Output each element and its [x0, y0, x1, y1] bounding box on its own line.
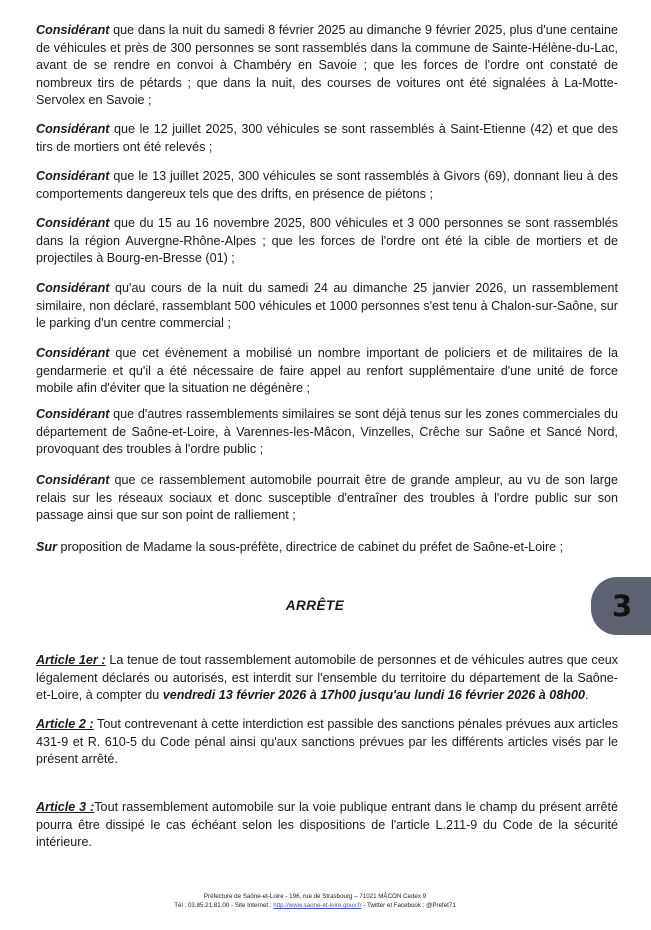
- sur-proposition-paragraph: [36, 539, 618, 557]
- article-text: Tout rassemblement automobile sur la voie publique entrant dans le champ du présent arrêté pourra être dissipé le cas échéant selon les dispositions de l'article L.211-9 du Code de la sécurité intérieure.: [36, 800, 618, 849]
- keyword: Considérant: [36, 473, 110, 487]
- arrete-title: ARRÊTE: [285, 598, 345, 613]
- considerant-paragraph-2: [36, 121, 618, 156]
- page-number-tab: [591, 577, 651, 635]
- keyword: Considérant: [36, 216, 110, 230]
- paragraph-text: que le 12 juillet 2025, 300 véhicules se sont rassemblés à Saint-Etienne (42) et que des tirs de mortiers ont été relevés ;: [36, 122, 618, 154]
- keyword: Considérant: [36, 346, 110, 360]
- footer-contact: [0, 901, 630, 910]
- paragraph-text: qu'au cours de la nuit du samedi 24 au dimanche 25 janvier 2026, un rassemblement similaire, non déclaré, rassemblant 500 véhicules et 1000 personnes s'est tenu à Chalon-sur-Saône, sur le parking d'un centre commercial ;: [36, 281, 618, 330]
- paragraph-text: que d'autres rassemblements similaires se sont déjà tenus sur les zones commerciales du département de Saône-et-Loire, à Varennes-les-Mâcon, Vinzelles, Crêche sur Saône et Sancé Nord, provoquant des troubles à l'ordre public ;: [36, 407, 618, 456]
- article-text: Tout contrevenant à cette interdiction est passible des sanctions pénales prévues aux articles 431-9 et R. 610-5 du Code pénal ainsi qu'aux sanctions prévues par les différents articles visés par le présent arrêté.: [36, 717, 618, 766]
- footer: [0, 892, 630, 910]
- keyword: Considérant: [36, 407, 110, 421]
- article-3: [36, 799, 618, 852]
- considerant-paragraph-3: [36, 168, 618, 203]
- keyword: Considérant: [36, 122, 110, 136]
- article-dates: vendredi 13 février 2026 à 17h00 jusqu'au lundi 16 février 2026 à 08h00: [162, 688, 586, 702]
- paragraph-text: que cet évènement a mobilisé un nombre important de policiers et de militaires de la gendarmerie et qu'il a été nécessaire de faire appel au renfort supplémentaire d'une unité de force mobile afin d'éviter que la situation ne dégénère ;: [36, 346, 618, 395]
- considerant-paragraph-6: [36, 345, 618, 398]
- keyword: Considérant: [36, 281, 110, 295]
- article-label: Article 1er :: [36, 653, 106, 667]
- paragraph-text: proposition de Madame la sous-préfète, directrice de cabinet du préfet de Saône-et-Loire ;: [57, 540, 564, 554]
- considerant-paragraph-1: [36, 22, 618, 110]
- website-link[interactable]: http://www.saone-et-loire.gouv.fr: [273, 902, 362, 909]
- considerant-paragraph-4: [36, 215, 618, 268]
- article-1: [36, 652, 618, 705]
- paragraph-text: que ce rassemblement automobile pourrait être de grande ampleur, au vu de son large relais sur les réseaux sociaux et donc susceptible d'entraîner des troubles à l'ordre public sur son passage ainsi que sur son point de ralliement ;: [36, 473, 618, 522]
- article-label: Article 2 :: [36, 717, 94, 731]
- paragraph-text: que du 15 au 16 novembre 2025, 800 véhicules et 3 000 personnes se sont rassemblés dans la région Auvergne-Rhône-Alpes ; que les forces de l'ordre ont été la cible de mortiers et de projectiles à Bourg-en-Bresse (01) ;: [36, 216, 618, 265]
- keyword: Sur: [36, 540, 57, 554]
- paragraph-text: que le 13 juillet 2025, 300 véhicules se sont rassemblés à Givors (69), donnant lieu à des comportements dangereux tels que des drifts, en présence de piétons ;: [36, 169, 618, 201]
- footer-phone: Tél : 03.85.21.81.00 - Site Internet :: [174, 902, 274, 909]
- considerant-paragraph-7: [36, 406, 618, 459]
- considerant-paragraph-5: [36, 280, 618, 333]
- considerant-paragraph-8: [36, 472, 618, 525]
- article-label: Article 3 :: [36, 800, 95, 814]
- article-tail: .: [585, 688, 589, 702]
- footer-social: - Twitter et Facebook : @Prefet71: [361, 902, 456, 909]
- article-text: La tenue de tout rassemblement automobile de personnes et de véhicules autres que ceux légalement déclarés ou autorisés, est interdit sur l'ensemble du territoire du département de la Saône-et-Loire, à compter du: [36, 653, 619, 702]
- keyword: Considérant: [36, 23, 110, 37]
- article-2: [36, 716, 618, 769]
- footer-address: Préfecture de Saône-et-Loire - 196, rue de Strasbourg – 71021 MÂCON Cedex 9: [203, 893, 427, 900]
- paragraph-text: que dans la nuit du samedi 8 février 2025 au dimanche 9 février 2025, plus d'une centaine de véhicules et près de 300 personnes se sont rassemblés dans la commune de Sainte-Hélène-du-Lac, avant de se rendre en convoi à Chambéry en Savoie ; que les forces de l'ordre ont constaté de nombreux tirs de pétards ; que dans la nuit, des courses de voitures ont été signalées à La-Motte-Servolex en Savoie ;: [36, 23, 618, 107]
- keyword: Considérant: [36, 169, 110, 183]
- page-number: 3: [612, 589, 633, 623]
